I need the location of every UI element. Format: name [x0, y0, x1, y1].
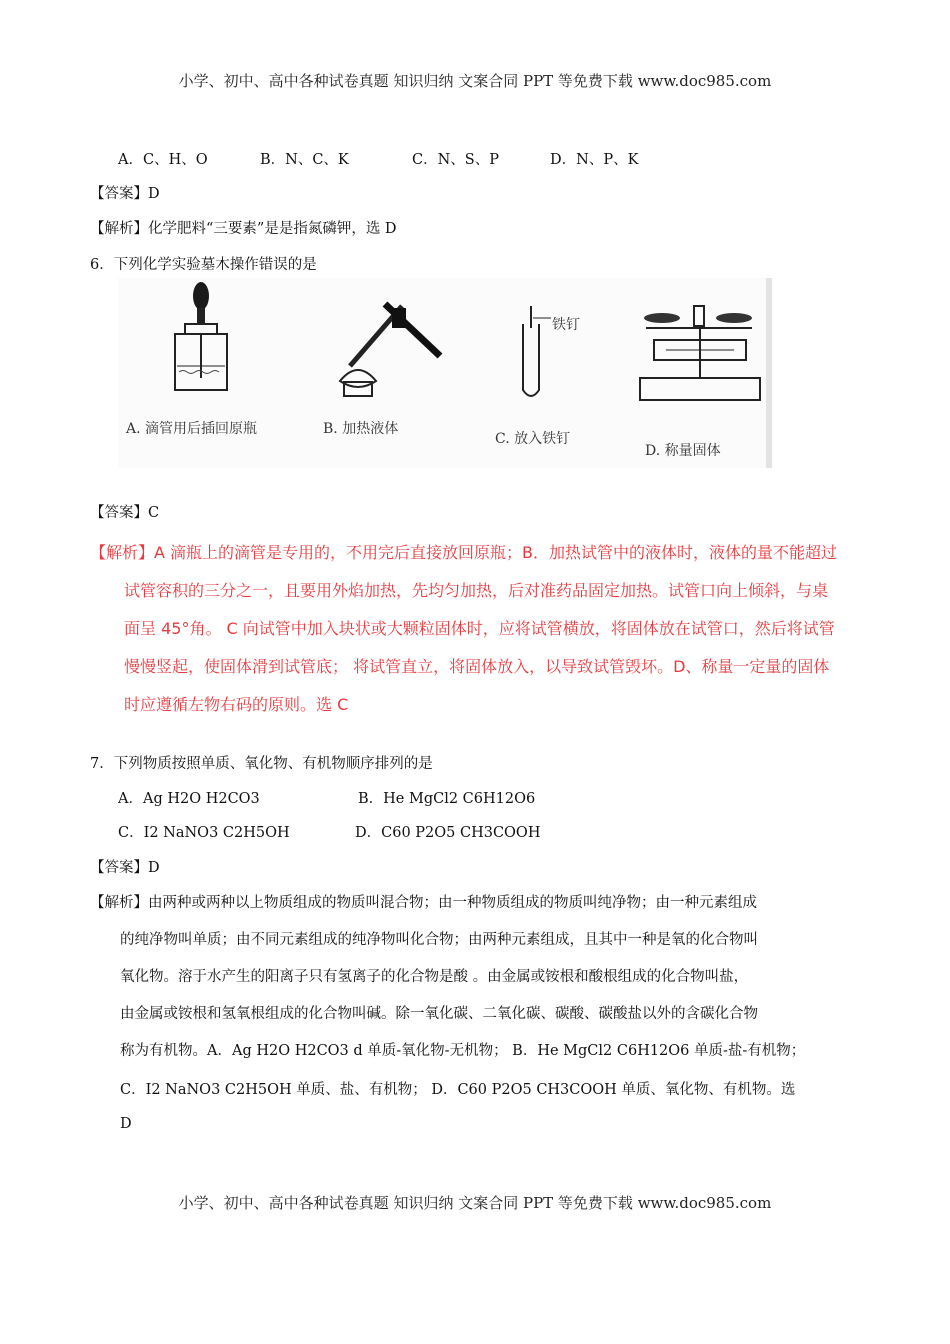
- q7-answer: 【答案】D: [90, 860, 160, 876]
- q5-option-c: C．N、S、P: [412, 152, 499, 168]
- page-footer: 小学、初中、高中各种试卷真题 知识归纳 文案合同 PPT 等免费下载 www.doc985.com: [178, 1194, 772, 1212]
- q7-analysis-line: 【解析】由两种或两种以上物质组成的物质叫混合物；由一种物质组成的物质叫纯净物；由一种元素组成: [90, 895, 757, 911]
- q7-analysis-line: 氧化物。溶于水产生的阳离子只有氢离子的化合物是酸 。由金属或铵根和酸根组成的化合物叫盐，: [120, 969, 749, 985]
- q7-analysis-line: 由金属或铵根和氢氧根组成的化合物叫碱。除一氧化碳、二氧化碳、碳酸、碳酸盐以外的含碳化合物: [120, 1006, 758, 1022]
- q5-analysis: [90, 217, 397, 238]
- q5-analysis-text: 化学肥料“三要素”是是指氮磷钾，选 D: [148, 221, 397, 237]
- figure-scan-edge: [766, 278, 772, 468]
- dropper-bottle-illustration: [163, 280, 238, 400]
- q7-analysis-line: C．I2 NaNO3 C2H5OH 单质、盐、有机物； D．C60 P2O5 CH3COOH 单质、氧化物、有机物。选: [120, 1082, 796, 1098]
- q5-answer: 【答案】D: [90, 186, 160, 202]
- q7-question: 7．下列物质按照单质、氧化物、有机物顺序排列的是: [90, 756, 433, 772]
- q7-analysis-line: D: [120, 1116, 132, 1132]
- q6-analysis-line: 试管容积的三分之一，且要用外焰加热，先均匀加热，后对准药品固定加热。试管口向上倾斜，与桌: [124, 581, 829, 600]
- q6-question: 6．下列化学实验墓木操作错误的是: [90, 257, 317, 273]
- q6-analysis-line: 时应遵循左物右码的原则。选 C: [124, 695, 349, 714]
- caption-b: B. 加热液体: [323, 421, 399, 437]
- q7-option-a: A．Ag H2O H2CO3: [118, 791, 260, 807]
- q6-analysis-line: 慢慢竖起，使固体滑到试管底； 将试管直立，将固体放入，以导致试管毁坏。D、称量一定量的固体: [124, 657, 830, 676]
- q6-analysis-line: 面呈 45°角。 C 向试管中加入块状或大颗粒固体时，应将试管横放，将固体放在试管口，然后将试管: [124, 619, 835, 638]
- q5-analysis-label: 【解析】: [90, 221, 148, 237]
- caption-a: A. 滴管用后插回原瓶: [126, 421, 258, 437]
- test-tube-nail-illustration: [513, 304, 553, 404]
- q6-analysis-line: 【解析】A 滴瓶上的滴管是专用的，不用完后直接放回原瓶；B．加热试管中的液体时，液体的量不能超过: [90, 543, 838, 562]
- q6-answer: 【答案】C: [90, 505, 160, 521]
- q7-analysis-line: 称为有机物。A．Ag H2O H2CO3 d 单质-氧化物-无机物； B．He MgCl2 C6H12O6 单质-盐-有机物；: [120, 1043, 806, 1059]
- q6-figure: [118, 278, 773, 468]
- q5-option-d: D．N、P、K: [550, 152, 639, 168]
- q7-analysis-line: 的纯净物叫单质；由不同元素组成的纯净物叫化合物；由两种元素组成，且其中一种是氧的化合物叫: [120, 932, 758, 948]
- q5-option-b: B．N、C、K: [260, 152, 349, 168]
- q7-option-b: B．He MgCl2 C6H12O6: [358, 791, 536, 807]
- q5-option-a: A．C、H、O: [118, 152, 208, 168]
- caption-d: D. 称量固体: [645, 443, 721, 459]
- balance-illustration: [636, 300, 764, 412]
- q7-option-c: C．I2 NaNO3 C2H5OH: [118, 825, 290, 841]
- page-header: 小学、初中、高中各种试卷真题 知识归纳 文案合同 PPT 等免费下载 www.doc985.com: [178, 72, 772, 90]
- caption-c: C. 放入铁钉: [495, 431, 571, 447]
- nail-label: 铁钉: [552, 317, 580, 333]
- heating-liquid-illustration: [330, 286, 450, 406]
- q7-option-d: D．C60 P2O5 CH3COOH: [355, 825, 541, 841]
